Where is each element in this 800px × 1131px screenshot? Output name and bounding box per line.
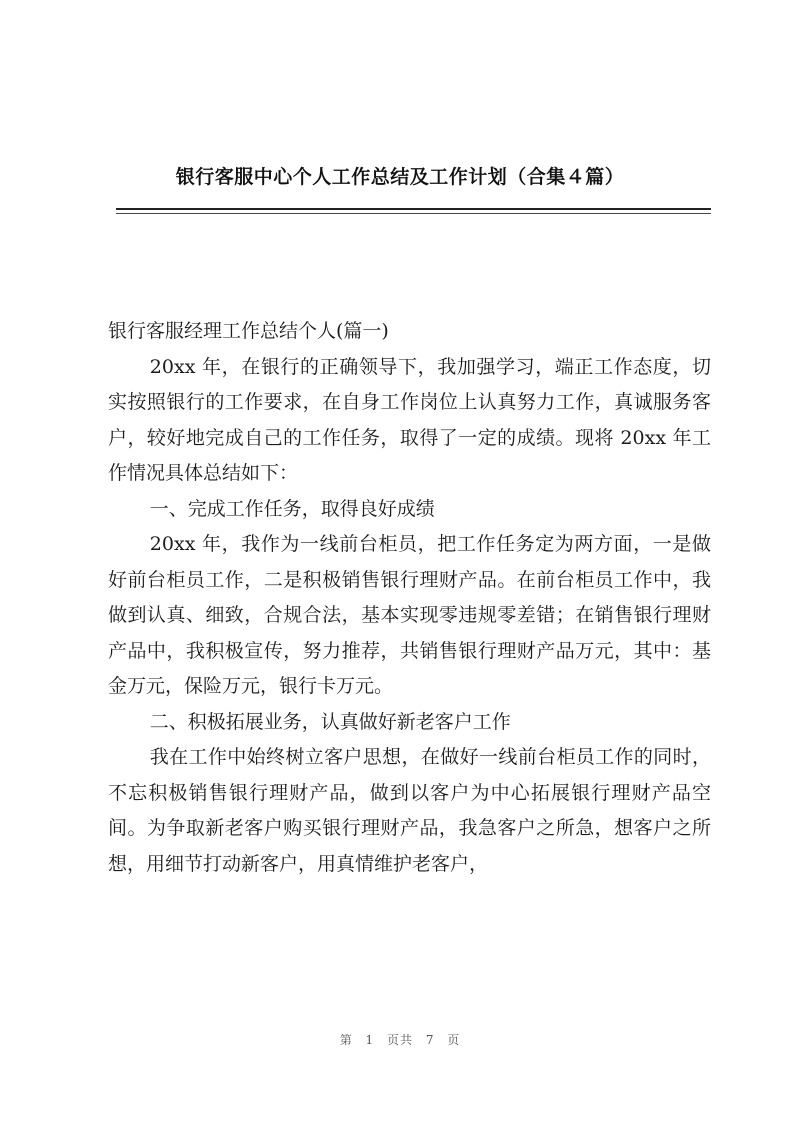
- section-title-1: 一、完成工作任务，取得良好成绩: [149, 497, 435, 520]
- paragraph-intro: 20xx 年，在银行的正确领导下，我加强学习，端正工作态度，切实按照银行的工作要求，在自身工作岗位上认真努力工作，真诚服务客户，较好地完成自己的工作任务，取得了一定的成绩。现将 20xx 年工作情况具体总结如下：: [108, 355, 711, 484]
- section-heading: 银行客服经理工作总结个人(篇一): [108, 320, 389, 342]
- title-divider-thin: [116, 213, 711, 214]
- page-footer: 第 1 页共 7 页: [339, 1033, 461, 1047]
- section-title-2: 二、积极拓展业务，认真做好新老客户工作: [149, 710, 511, 733]
- document-body: [108, 314, 711, 882]
- paragraph-tasks: 20xx 年，我作为一线前台柜员，把工作任务定为两方面，一是做好前台柜员工作，二是积极销售银行理财产品。在前台柜员工作中，我做到认真、细致，合规合法，基本实现零违规零差错；在销售银行理财产品中，我积极宣传，努力推荐，共销售银行理财产品万元，其中：基金万元，保险万元，银行卡万元。: [108, 533, 711, 697]
- paragraph-customers: 我在工作中始终树立客户思想，在做好一线前台柜员工作的同时，不忘积极销售银行理财产品，做到以客户为中心拓展银行理财产品空间。为争取新老客户购买银行理财产品，我急客户之所急，想客户之所想，用细节打动新客户，用真情维护老客户，: [108, 746, 711, 875]
- title-divider: [116, 208, 711, 210]
- page-title: 银行客服中心个人工作总结及工作计划（合集４篇）: [175, 166, 625, 188]
